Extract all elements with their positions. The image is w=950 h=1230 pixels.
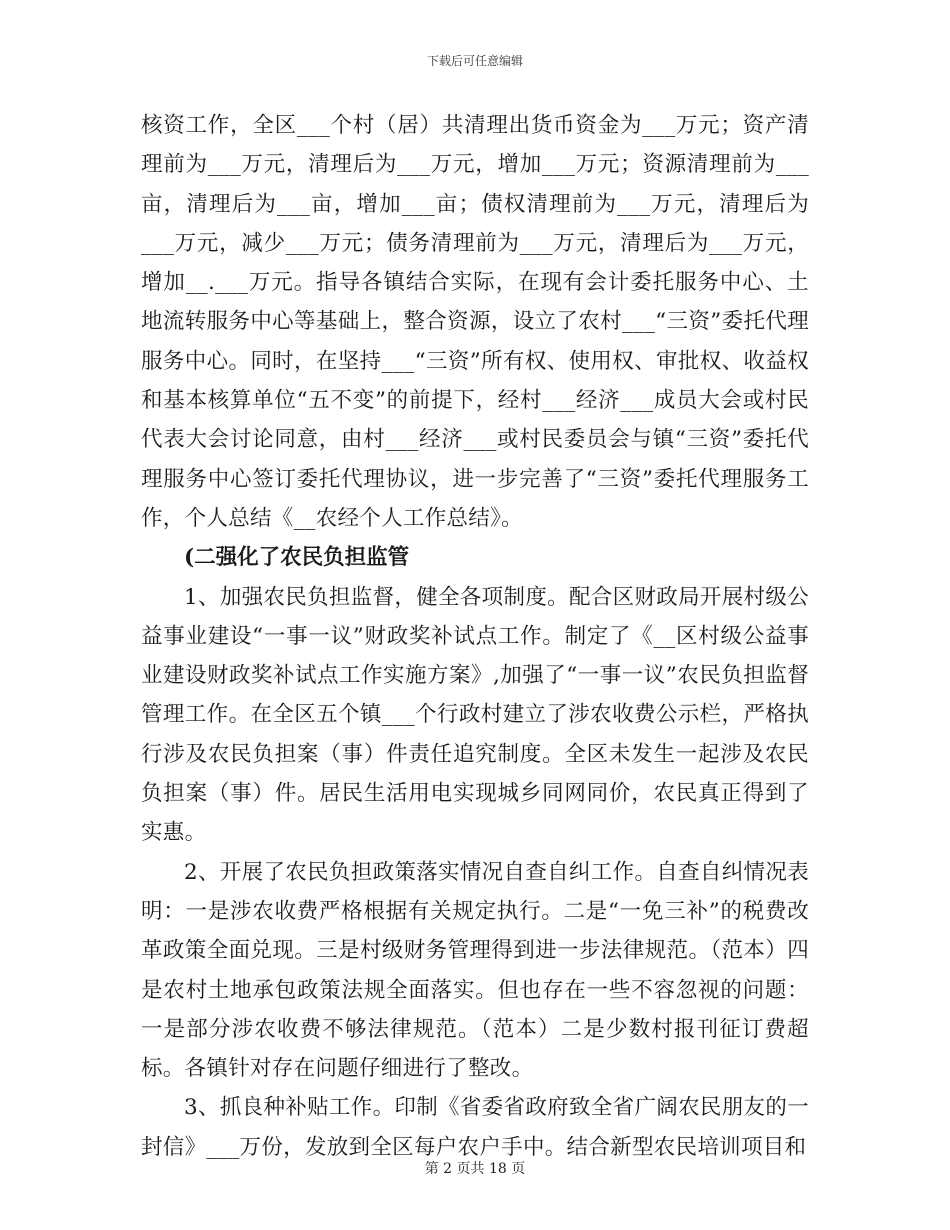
paragraph-seed-subsidy: 3、抓良种补贴工作。印制《省委省政府致全省广阔农民朋友的一封信》___万份，发放到全区每户农户手中。结合新型农民培训项目和 bbox=[141, 1095, 809, 1160]
document-body bbox=[141, 106, 809, 1167]
page-number: 第 2 页共 18 页 bbox=[424, 1161, 526, 1177]
paragraph-self-inspection: 2、开展了农民负担政策落实情况自查自纠工作。自查自纠情况表明：一是涉农收费严格根据有关规定执行。二是“一免三补”的税费改革政策全面兑现。三是村级财务管理得到进一步法律规范。（范本）四是农村土地承包政策法规全面落实。但也存在一些不容忽视的问题：一是部分涉农收费不够法律规范。（范本）二是少数村报刊征订费超标。各镇针对存在问题仔细进行了整改。 bbox=[141, 859, 809, 1082]
page-header: 下载后可任意编辑 bbox=[426, 54, 523, 68]
paragraph-burden-supervision: 1、加强农民负担监督，健全各项制度。配合区财政局开展村级公益事业建设“一事一议”财政奖补试点工作。制定了《__区村级公益事业建设财政奖补试点工作实施方案》,加强了“一事一议”农民负担监督管理工作。在全区五个镇___个行政村建立了涉农收费公示栏，严格执行涉及农民负担案（事）件责任追究制度。全区未发生一起涉及农民负担案（事）件。居民生活用电实现城乡同网同价，农民真正得到了实惠。 bbox=[141, 584, 809, 846]
paragraph-asset-clearing: 核资工作，全区___个村（居）共清理出货币资金为___万元；资产清理前为___万元，清理后为___万元，增加___万元；资源清理前为___亩，清理后为___亩，增加___亩；债权清理前为___万元，清理后为___万元，减少___万元；债务清理前为___万元，清理后为___万元，增加__.___万元。指导各镇结合实际，在现有会计委托服务中心、土地流转服务中心等基础上，整合资源，设立了农村___“三资”委托代理服务中心。同时，在坚持___“三资”所有权、使用权、审批权、收益权和基本核算单位“五不变”的前提下，经村___经济___成员大会或村民代表大会讨论同意，由村___经济___或村民委员会与镇“三资”委托代理服务中心签订委托代理协议，进一步完善了“三资”委托代理服务工作，个人总结《__农经个人工作总结》。 bbox=[141, 113, 809, 531]
section-heading: (二强化了农民负担监管 bbox=[184, 545, 410, 571]
